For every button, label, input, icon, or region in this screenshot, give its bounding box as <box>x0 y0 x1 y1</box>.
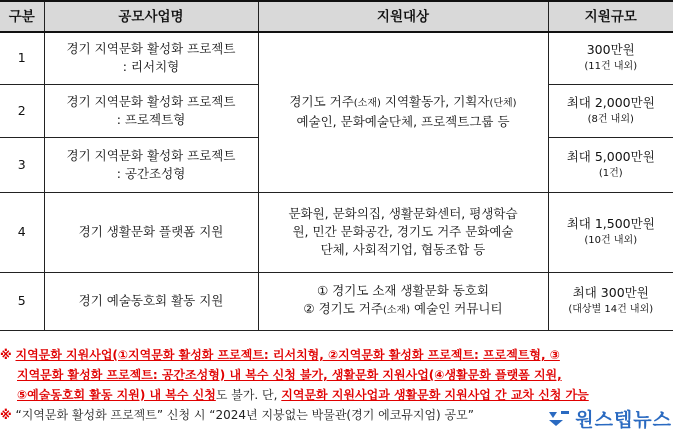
row-number: 4 <box>0 192 44 272</box>
target-text: ① 경기도 소재 생활문화 동호회 <box>316 283 489 298</box>
note-1-line3 <box>0 385 680 405</box>
target-subtext: (소재) <box>353 98 381 110</box>
support-scale <box>548 137 673 192</box>
program-name <box>44 32 258 84</box>
target-text: 단체, 사회적기업, 협동조합 등 <box>320 242 486 257</box>
table-row <box>0 272 673 330</box>
support-scale <box>548 272 673 330</box>
note-text: 지역문화 지원사업(①지역문화 활성화 프로젝트: 리서치형, ②지역문화 활성화 프로젝트: 프로젝트형, ③ <box>15 348 560 362</box>
target-text: ② 경기도 거주 <box>303 301 383 316</box>
scale-count: (대상별 14건 내외) <box>568 304 654 315</box>
scale-count: (8건 내외) <box>587 113 634 125</box>
scale-count: (10건 내외) <box>584 235 638 246</box>
support-scale <box>548 192 673 272</box>
note-text: 지역문화 활성화 프로젝트: 공간조성형) 내 복수 신청 불가, 생활문화 지원사업(④생활문화 플랫폼 지원, <box>17 368 562 382</box>
target-cell-regional <box>258 32 548 192</box>
target-text: 예술인, 문화예술단체, 프로젝트그룹 등 <box>296 114 510 130</box>
program-name-line1: 경기 생활문화 플랫폼 지원 <box>78 224 224 239</box>
program-name-line1: 경기 지역문화 활성화 프로젝트 <box>66 41 236 57</box>
scale-amount: 최대 5,000만원 <box>566 148 655 164</box>
logo-icon <box>547 408 571 428</box>
target-text: 문화원, 문화의집, 생활문화센터, 평생학습 <box>288 206 518 221</box>
watermark-logo <box>541 404 678 432</box>
program-name-line2: : 프로젝트형 <box>116 111 186 127</box>
scale-count: (1건) <box>598 167 623 179</box>
table-row <box>0 32 673 84</box>
header-program-name: 공모사업명 <box>44 1 258 32</box>
header-support-scale: 지원규모 <box>548 1 673 32</box>
scale-amount: 300만원 <box>586 42 635 58</box>
target-cell-club <box>258 272 548 330</box>
scale-amount: 최대 2,000만원 <box>566 94 655 110</box>
program-name-line1: 경기 예술동호회 활동 지원 <box>78 293 224 308</box>
target-cell-platform <box>258 192 548 272</box>
header-eligible-target: 지원대상 <box>258 1 548 32</box>
row-number: 2 <box>0 84 44 137</box>
program-name-line1: 경기 지역문화 활성화 프로젝트 <box>66 93 236 109</box>
row-number: 3 <box>0 137 44 192</box>
target-text: 경기도 거주 <box>289 94 354 110</box>
scale-amount: 최대 300만원 <box>572 285 649 300</box>
program-name <box>44 272 258 330</box>
note-1-line1 <box>0 345 680 365</box>
target-text: 지역활동가, 기획자 <box>380 94 490 110</box>
note-text: 지역문화 지원사업과 생활문화 지원사업 간 교차 신청 가능 <box>281 388 589 402</box>
table-header-row <box>0 1 673 32</box>
support-scale <box>548 84 673 137</box>
program-name-line2: : 리서치형 <box>122 59 180 75</box>
program-name <box>44 192 258 272</box>
program-name-line1: 경기 지역문화 활성화 프로젝트 <box>66 147 236 163</box>
program-name <box>44 84 258 137</box>
target-subtext: (소재) <box>382 305 411 316</box>
scale-count: (11건 내외) <box>584 61 638 73</box>
note-mark: ※ <box>0 408 12 422</box>
header-category: 구분 <box>0 1 44 32</box>
scale-amount: 최대 1,500만원 <box>566 216 655 231</box>
table-row <box>0 192 673 272</box>
support-scale <box>548 32 673 84</box>
logo-text: 원스텝뉴스 <box>575 408 672 431</box>
target-text: 원, 민간 문화공간, 경기도 거주 문화예술 <box>292 224 514 239</box>
note-text: 도 불가. 단, <box>215 388 282 402</box>
note-mark: ※ <box>0 348 12 362</box>
row-number: 1 <box>0 32 44 84</box>
note-text: “지역문화 활성화 프로젝트” 신청 시 “2024년 지붕없는 박물관(경기 에코뮤지엄) 공모” <box>15 408 474 422</box>
note-1-line2 <box>0 365 680 385</box>
target-text: 예술인 커뮤니티 <box>410 301 503 316</box>
row-number: 5 <box>0 272 44 330</box>
program-name <box>44 137 258 192</box>
note-text: ⑤예술동호회 활동 지원) 내 복수 신청 <box>17 388 216 402</box>
program-name-line2: : 공간조성형 <box>116 165 186 181</box>
target-subtext: (단체) <box>489 98 517 110</box>
